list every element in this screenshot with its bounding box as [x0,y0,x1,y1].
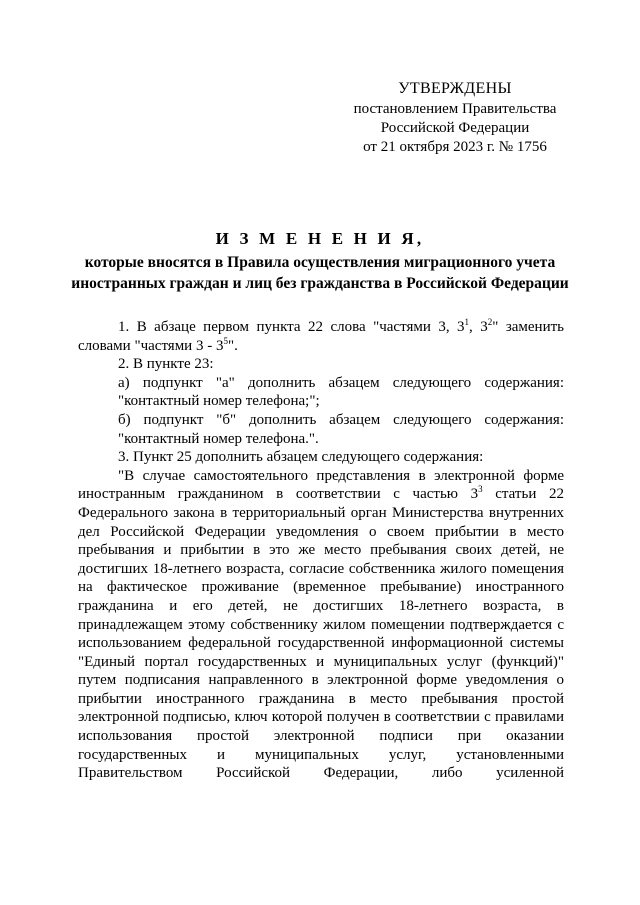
paragraph-4: б) подпункт "б" дополнить абзацем следующего содержания: "контактный номер телефона.". [118,411,564,447]
approved-heading: УТВЕРЖДЕНЫ [398,80,512,97]
paragraph-3: а) подпункт "а" дополнить абзацем следующего содержания: "контактный номер телефона;"; [118,374,564,410]
approval-stamp [340,79,570,157]
document-body [78,318,564,783]
approval-line-1: постановлением Правительства [353,101,557,117]
paragraph-1: 1. В абзаце первом пункта 22 слова "частями 3, $3^1$, $3^2$" заменить словами "частями $3 - 3^5$". [78,317,565,354]
approval-line-2: Российской Федерации [380,120,530,136]
title-main: И З М Е Н Е Н И Я, [215,229,425,248]
title-line-1: которые вносятся в Правила осуществления миграционного учета [84,254,556,271]
title-line-2: иностранных граждан и лиц без гражданства в Российской Федерации [71,275,569,292]
paragraph-2: 2. В пункте 23: [118,356,214,373]
paragraph-6: "В случае самостоятельного представления в электронной форме иностранным гражданином в соответствии с частью $3^3$ статьи 22 Федерального закона в территориальный орган Министерства внутренних дел Российской Федерации уведомления о своем прибытии в место пребывания и прибытии в это же место пребывания своих детей, не достигших 18-летнего возраста, согласие собственника жилого помещения на фактическое проживание (временное пребывание) иностранного гражданина и его детей, не достигших 18-летнего возраста, в принадлежащем этому собственнику жилом помещении подтверждается с использованием федеральной государственной информационной системы "Единый портал государственных и муниципальных услуг (функций)" путем подписания направленного в электронной форме уведомления о прибытии иностранного гражданина в место пребывания простой электронной подписью, ключ которой получен в соответствии с правилами использования простой электронной подписи при оказании государственных и муниципальных услуг, установленными Правительством Российской Федерации, либо усиленной [78,467,564,782]
paragraph-5: 3. Пункт 25 дополнить абзацем следующего содержания: [118,449,484,466]
document-title [70,228,570,294]
approval-line-3: от 21 октября 2023 г. № 1756 [363,139,547,155]
